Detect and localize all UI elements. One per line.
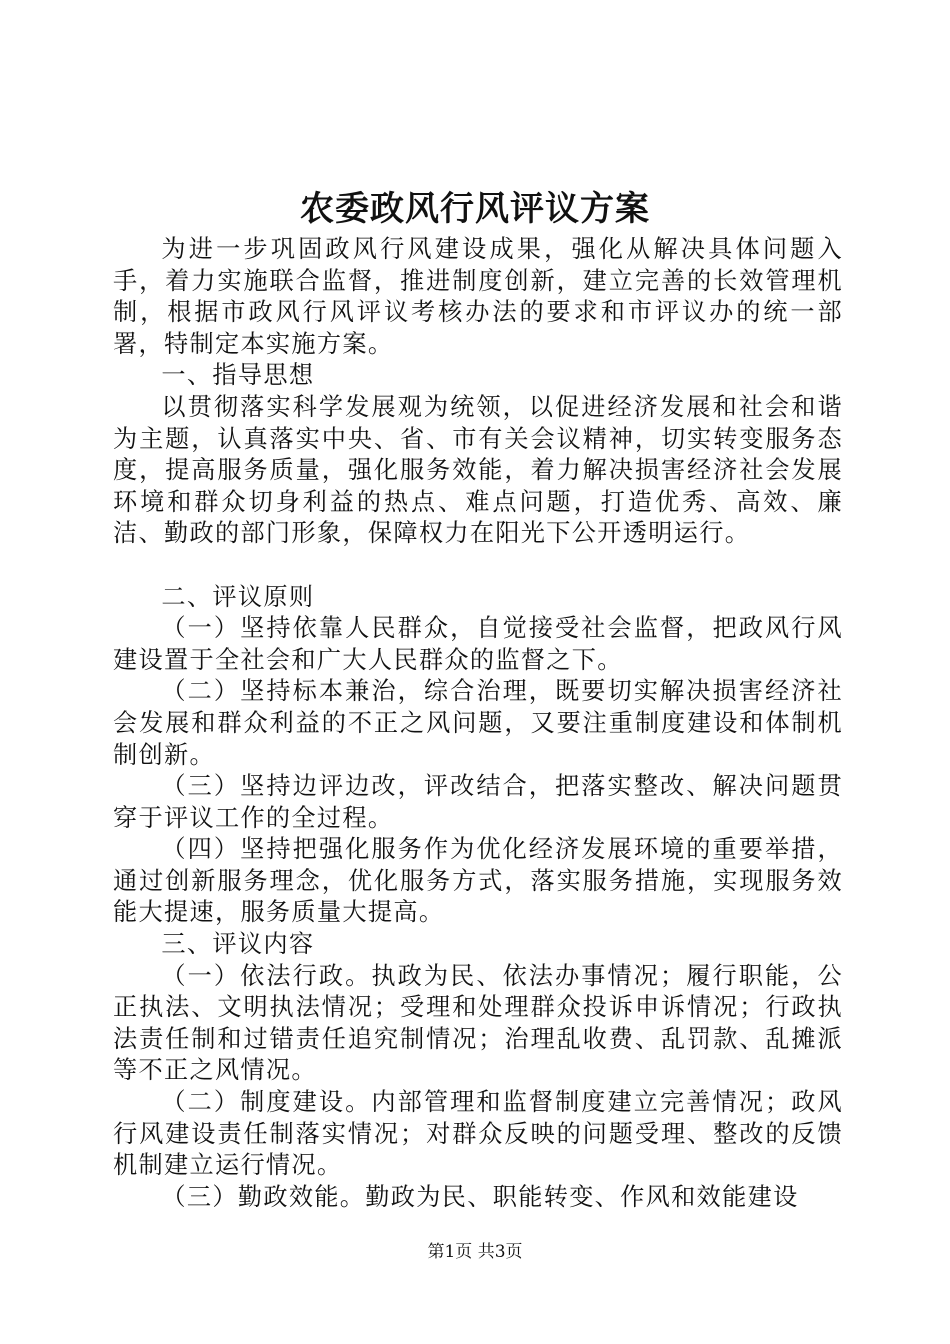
content-item-3: （三）勤政效能。勤政为民、职能转变、作风和效能建设 (161, 1182, 799, 1211)
page-title: 农委政风行风评议方案 (300, 189, 650, 229)
principle-item-1: （一）坚持依靠人民群众，自觉接受社会监督，把政风行风建设置于全社会和广大人民群众的监督之下。 (113, 614, 843, 674)
principle-item-2: （二）坚持标本兼治，综合治理，既要切实解决损害经济社会发展和群众利益的不正之风问题，又要注重制度建设和体制机制创新。 (113, 677, 843, 769)
content-item-1: （一）依法行政。执政为民、依法办事情况；履行职能，公正执法、文明执法情况；受理和处理群众投诉申诉情况；行政执法责任制和过错责任追究制情况；治理乱收费、乱罚款、乱摊派等不正之风情况。 (113, 961, 843, 1085)
content-item-2: （二）制度建设。内部管理和监督制度建立完善情况；政风行风建设责任制落实情况；对群众反映的问题受理、整改的反馈机制建立运行情况。 (113, 1088, 843, 1180)
blank-line (113, 550, 843, 582)
page-number-footer: 第1页 共3页 (427, 1242, 523, 1262)
principle-item-3: （三）坚持边评边改，评改结合，把落实整改、解决问题贯穿于评议工作的全过程。 (113, 772, 843, 832)
guiding-thought-paragraph: 以贯彻落实科学发展观为统领，以促进经济发展和社会和谐为主题，认真落实中央、省、市有关会议精神，切实转变服务态度，提高服务质量，强化服务效能，着力解决损害经济社会发展环境和群众切身利益的热点、难点问题，打造优秀、高效、廉洁、勤政的部门形象，保障权力在阳光下公开透明运行。 (113, 392, 843, 548)
section-heading-content: 三、评议内容 (161, 930, 315, 959)
section-heading-guiding-thought: 一、指导思想 (161, 361, 315, 390)
principle-item-4: （四）坚持把强化服务作为优化经济发展环境的重要举措，通过创新服务理念，优化服务方式，落实服务措施，实现服务效能大提速，服务质量大提高。 (113, 835, 843, 927)
intro-paragraph: 为进一步巩固政风行风建设成果，强化从解决具体问题入手，着力实施联合监督，推进制度创新，建立完善的长效管理机制，根据市政风行风评议考核办法的要求和市评议办的统一部署，特制定本实施方案。 (113, 235, 843, 358)
document-body (113, 234, 843, 1213)
section-heading-principles: 二、评议原则 (161, 582, 315, 611)
